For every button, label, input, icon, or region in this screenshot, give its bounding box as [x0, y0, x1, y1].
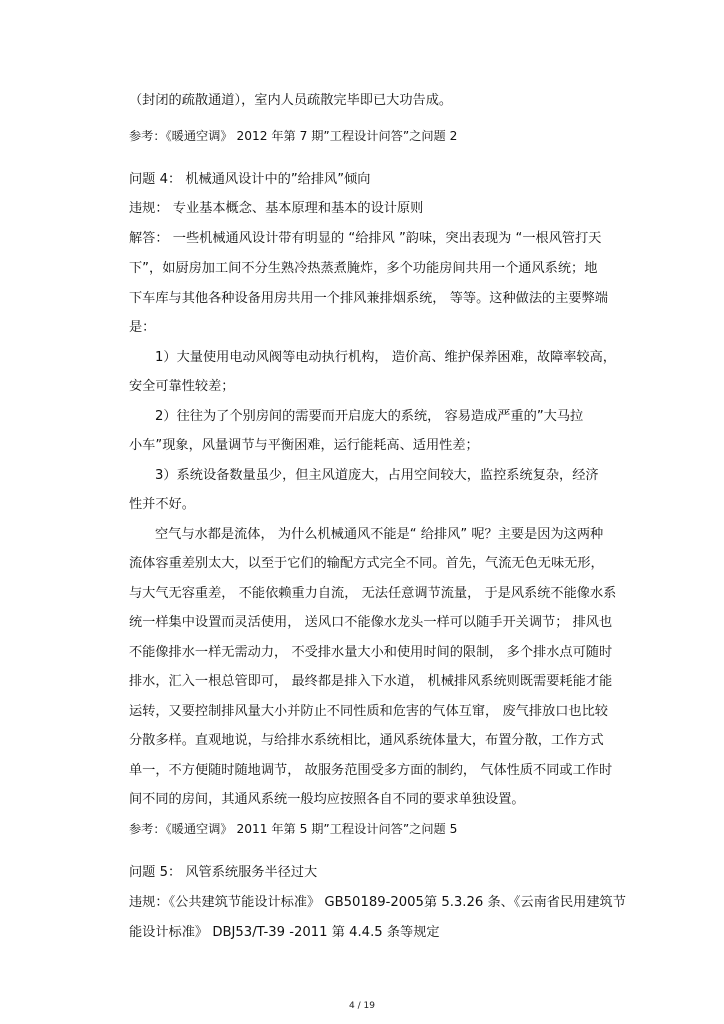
text-line: 安全可靠性较差；	[129, 379, 235, 394]
text-line: 下”，如厨房加工间不分生熟冷热蒸煮腌炸，多个功能房间共用一个通风系统；地	[129, 261, 598, 276]
text-line: 下车库与其他各种设备用房共用一个排风兼排烟系统， 等等。这种做法的主要弊端	[129, 291, 608, 306]
question-heading: 问题 4： 机械通风设计中的”给排风”倾向	[129, 172, 371, 187]
text-line: 小车”现象，风量调节与平衡困难，运行能耗高、适用性差；	[129, 438, 479, 453]
list-item: 3）系统设备数量虽少，但主风道庞大，占用空间较大，监控系统复杂，经济	[155, 468, 599, 483]
text-line: 与大气无容重差， 不能依赖重力自流， 无法任意调节流量， 于是风系统不能像水系	[129, 586, 617, 601]
text-line: 不能像排水一样无需动力， 不受排水量大小和使用时间的限制， 多个排水点可随时	[129, 645, 613, 660]
text-line: （封闭的疏散通道），室内人员疏散完毕即已大功告成。	[129, 93, 453, 108]
text-line: 单一，不方便随时随地调节， 故服务范围受多方面的制约， 气体性质不同或工作时	[129, 763, 613, 778]
text-line: 是：	[129, 320, 156, 335]
text-line: 能设计标准》 DBJ53/T-39 -2011 第 4.4.5 条等规定	[129, 925, 440, 940]
text-line: 分散多样。直观地说，与给排水系统相比，通风系统体量大，布置分散，工作方式	[129, 733, 604, 748]
text-line: 性并不好。	[129, 497, 195, 512]
list-item: 1）大量使用电动风阀等电动执行机构， 造价高、维护保养困难，故障率较高，	[155, 350, 616, 365]
violation-line: 违规： 专业基本概念、基本原理和基本的设计原则	[129, 201, 424, 216]
text-line: 流体容重差别太大，以至于它们的输配方式完全不同。首先，气流无色无味无形，	[129, 556, 604, 571]
reference-line: 参考：《暖通空调》 2011 年第 5 期”工程设计问答”之问题 5	[129, 822, 458, 836]
question-heading: 问题 5： 风管系统服务半径过大	[129, 865, 318, 880]
list-item: 2）往往为了个别房间的需要而开启庞大的系统， 容易造成严重的”大马拉	[155, 409, 584, 424]
text-line: 统一样集中设置而灵活使用， 送风口不能像水龙头一样可以随手开关调节； 排风也	[129, 615, 613, 630]
answer-line: 解答： 一些机械通风设计带有明显的 “给排风 ”韵味，突出表现为 “一根风管打天	[129, 231, 602, 246]
text-line: 运转，又要控制排风量大小并防止不同性质和危害的气体互窜， 废气排放口也比较	[129, 704, 608, 719]
paragraph-line: 空气与水都是流体， 为什么机械通风不能是“ 给排风” 呢？主要是因为这两种	[155, 527, 604, 542]
reference-line: 参考：《暖通空调》 2012 年第 7 期”工程设计问答”之问题 2	[129, 129, 458, 143]
text-line: 排水，汇入一根总管即可， 最终都是排入下水道， 机械排风系统则既需要耗能才能	[129, 674, 613, 689]
page-number: 4 / 19	[349, 1001, 375, 1011]
violation-line: 违规：《公共建筑节能设计标准》 GB50189-2005第 5.3.26 条、《云南省民用建筑节	[129, 895, 626, 910]
text-line: 间不同的房间，其通风系统一般均应按照各自不同的要求单独设置。	[129, 792, 525, 807]
